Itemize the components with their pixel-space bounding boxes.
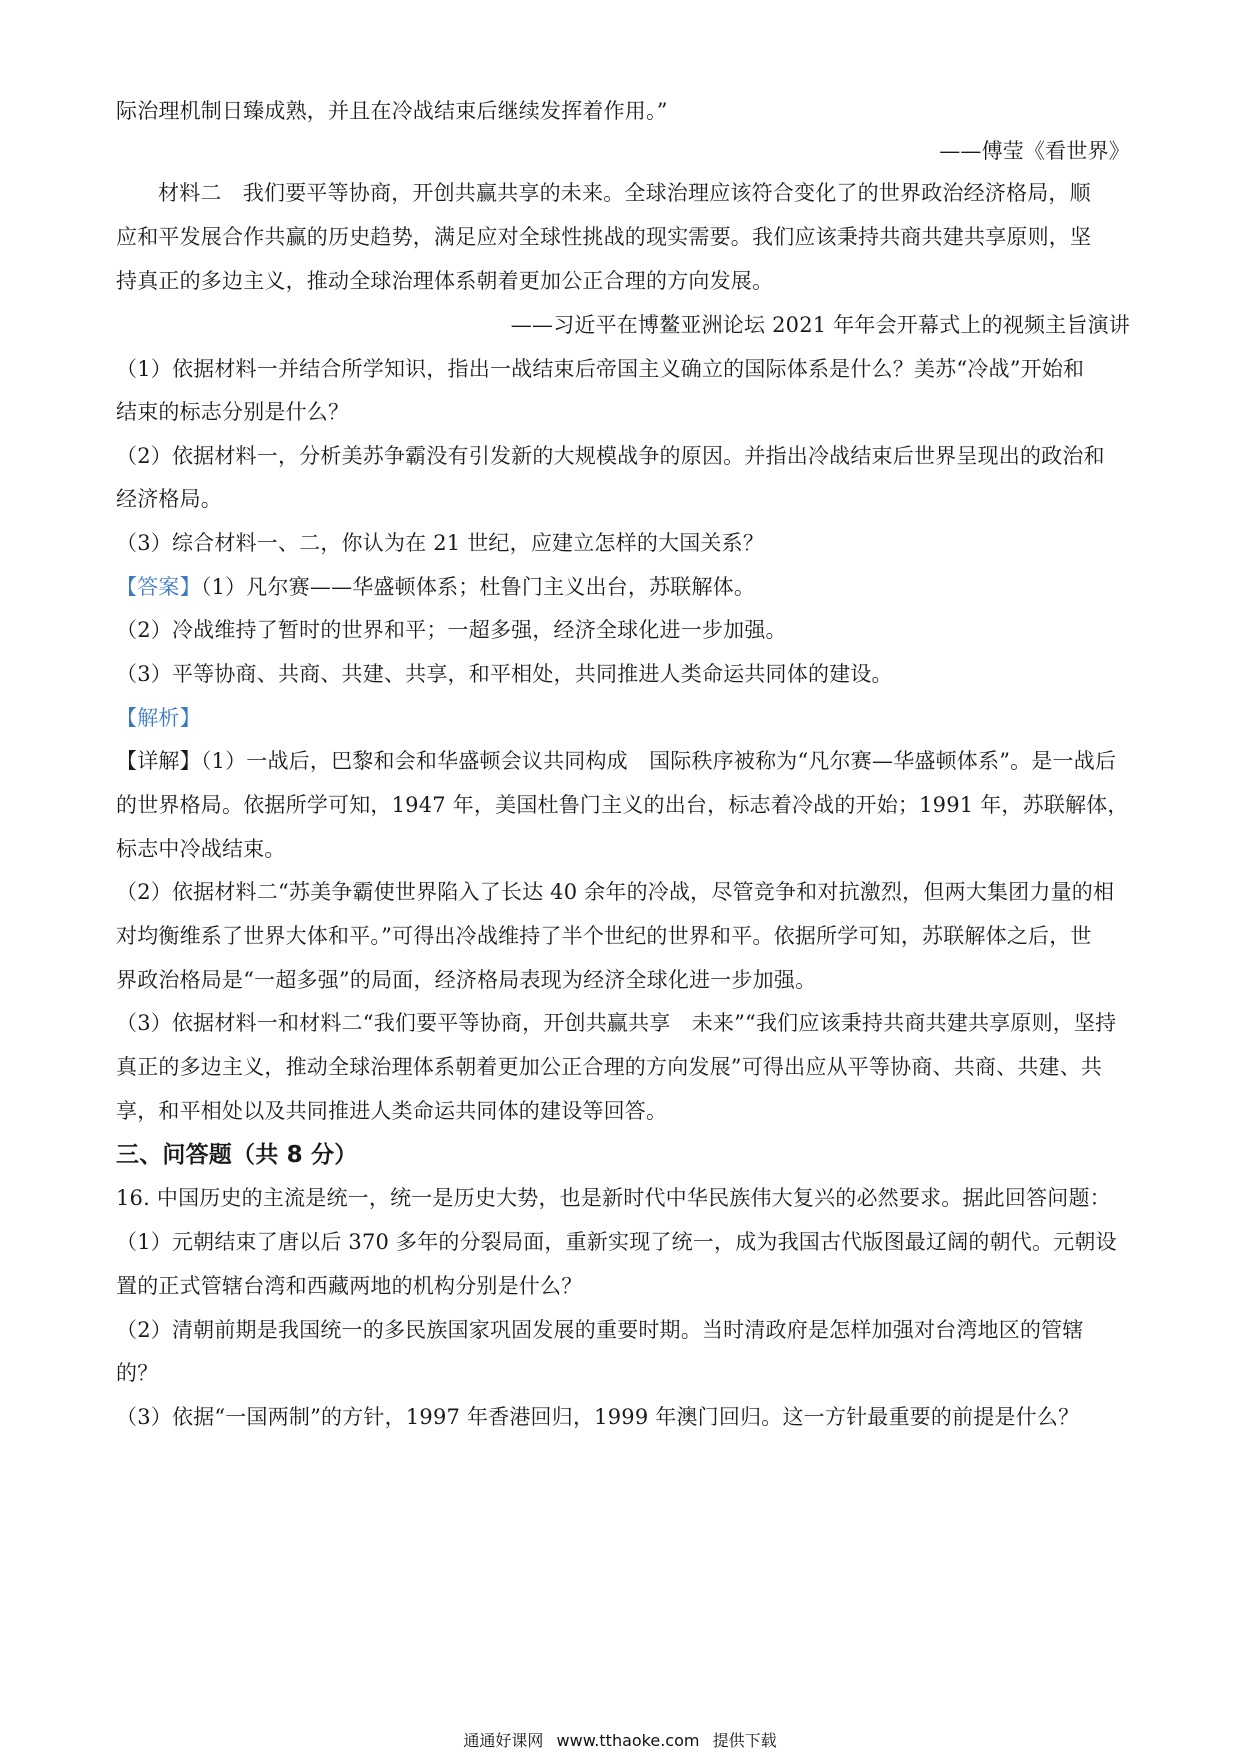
detail-line1 — [116, 746, 1130, 776]
detail-2-line2: 对均衡维系了世界大体和平。”可得出冷战维持了半个世纪的世界和平。依据所学可知，苏联解体之后，世 — [116, 924, 1092, 948]
answer-2: （2）冷战维持了暂时的世界和平；一超多强，经济全球化进一步加强。 — [116, 618, 787, 642]
material2-text: 我们要平等协商，开创共赢共享的未来。全球治理应该符合变化了的世界政治经济格局，顺 — [242, 181, 1091, 205]
q16-1-line1: （1）元朝结束了唐以后 370 多年的分裂局面，重新实现了统一，成为我国古代版图最辽阔的朝代。元朝设 — [116, 1230, 1117, 1254]
detail-1-line2: 的世界格局。依据所学可知，1947 年，美国杜鲁门主义的出台，标志着冷战的开始；1991 年，苏联解体， — [116, 793, 1129, 817]
footer-note: 提供下载 — [712, 1731, 777, 1750]
material2-label: 材料二 — [158, 181, 222, 205]
detail-label: 【详解】 — [116, 749, 201, 773]
answer-3: （3）平等协商、共商、共建、共享，和平相处，共同推进人类命运共同体的建设。 — [116, 662, 893, 686]
answer-1: （1）凡尔赛——华盛顿体系；杜鲁门主义出台，苏联解体。 — [200, 575, 756, 599]
detail-2-line3: 界政治格局是“一超多强”的局面，经济格局表现为经济全球化进一步加强。 — [116, 968, 817, 992]
q15-1-line1: （1）依据材料一并结合所学知识，指出一战结束后帝国主义确立的国际体系是什么？美苏“冷战”开始和 — [116, 357, 1085, 381]
section-heading: 三、问答题（共 8 分） — [116, 1142, 358, 1168]
detail-1-line3: 标志中冷战结束。 — [116, 837, 286, 861]
footer-url[interactable]: www.tthaoke.com — [556, 1731, 700, 1750]
material2-line2: 应和平发展合作共赢的历史趋势，满足应对全球性挑战的现实需要。我们应该秉持共商共建共享原则，坚 — [116, 225, 1092, 249]
q15-3: （3）综合材料一、二，你认为在 21 世纪，应建立怎样的大国关系？ — [116, 531, 765, 555]
material2-line3: 持真正的多边主义，推动全球治理体系朝着更加公正合理的方向发展。 — [116, 269, 774, 293]
detail-3-line2: 真正的多边主义，推动全球治理体系朝着更加公正合理的方向发展”可得出应从平等协商、共商、共建、共 — [116, 1055, 1103, 1079]
material1-tail: 际治理机制日臻成熟，并且在冷战结束后继续发挥着作用。” — [116, 99, 668, 123]
q16-2-line1: （2）清朝前期是我国统一的多民族国家巩固发展的重要时期。当时清政府是怎样加强对台湾地区的管辖 — [116, 1318, 1084, 1342]
material2-source: ——习近平在博鳌亚洲论坛 2021 年年会开幕式上的视频主旨演讲 — [510, 313, 1130, 337]
answer-line1 — [116, 572, 1130, 602]
q15-2-line1: （2）依据材料一，分析美苏争霸没有引发新的大规模战争的原因。并指出冷战结束后世界呈现出的政治和 — [116, 444, 1105, 468]
detail-2-line1: （2）依据材料二“苏美争霸使世界陷入了长达 40 余年的冷战，尽管竞争和对抗激烈，但两大集团力量的相 — [116, 880, 1115, 904]
q16-2-line2: 的？ — [116, 1361, 159, 1385]
page-footer — [0, 1728, 1240, 1751]
material2-line1 — [116, 178, 1130, 208]
detail-1-line1: （1）一战后，巴黎和会和华盛顿会议共同构成 国际秩序被称为“凡尔赛—华盛顿体系”。是一战后 — [200, 749, 1117, 773]
answer-label: 【答案】 — [116, 575, 201, 599]
q15-2-line2: 经济格局。 — [116, 487, 222, 511]
analysis-label: 【解析】 — [116, 706, 201, 730]
q15-1-line2: 结束的标志分别是什么？ — [116, 400, 350, 424]
detail-3-line3: 享，和平相处以及共同推进人类命运共同体的建设等回答。 — [116, 1099, 668, 1123]
q16-3: （3）依据“一国两制”的方针，1997 年香港回归，1999 年澳门回归。这一方针最重要的前提是什么？ — [116, 1405, 1080, 1429]
q16-1-line2: 置的正式管辖台湾和西藏两地的机构分别是什么？ — [116, 1274, 583, 1298]
footer-site-name: 通通好课网 — [463, 1731, 544, 1750]
q16-stem: 16. 中国历史的主流是统一，统一是历史大势，也是新时代中华民族伟大复兴的必然要求。据此回答问题： — [116, 1186, 1111, 1210]
material1-source: ——傅莹《看世界》 — [939, 139, 1130, 163]
detail-3-line1: （3）依据材料一和材料二“我们要平等协商，开创共赢共享 未来”“我们应该秉持共商共建共享原则，坚持 — [116, 1011, 1117, 1035]
